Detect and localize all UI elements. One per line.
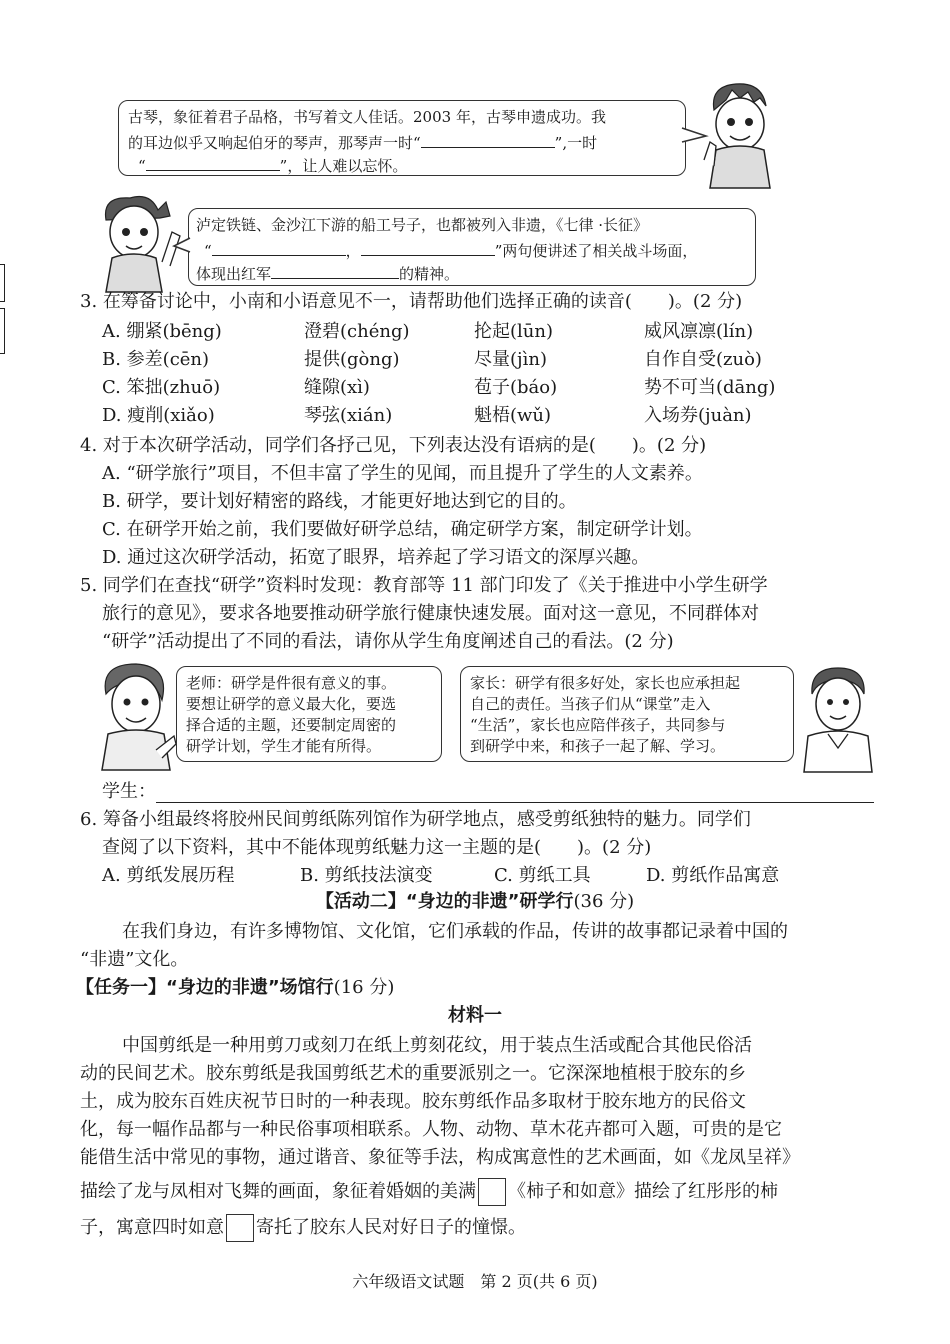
material1-line6: [80, 1178, 778, 1206]
q6-option-d: D. 剪纸作品寓意: [646, 865, 780, 886]
text: 子，寓意四时如意: [80, 1217, 224, 1238]
text: 《柿子和如意》描绘了红彤彤的柿: [508, 1181, 778, 1202]
q3-option: D. 瘦削(xiǎo): [102, 405, 215, 426]
q6-line2: 查阅了以下资料，其中不能体现剪纸魅力这一主题的是( )。(2 分): [102, 837, 652, 858]
parent-line: 自己的责任。当孩子们从“课堂”走入: [470, 695, 711, 713]
punctuation-box[interactable]: [478, 1178, 506, 1206]
material1-line: 能借生活中常见的事物，通过谐音、象征等手法，构成寓意性的艺术画面，如《龙凤呈祥》: [80, 1147, 800, 1168]
student-label: 学生：: [102, 781, 156, 802]
bubble1-line1: 古琴，象征着君子品格，书写着文人佳话。2003 年，古琴申遗成功。我: [128, 108, 606, 126]
boy-cartoon-icon: [700, 80, 780, 190]
bubble2-line1: 泸定铁链、金沙江下游的船工号子，也都被列入非遗，《七律 ·长征》: [196, 216, 649, 234]
text: 寄托了胶东人民对好日子的憧憬。: [256, 1217, 526, 1238]
bubble2-line3: [196, 260, 459, 285]
q6-option-b: B. 剪纸技法演变: [300, 865, 433, 886]
answer-blank[interactable]: [361, 237, 495, 256]
q6-option-c: C. 剪纸工具: [494, 865, 591, 886]
q3-option: 入场券(juàn): [644, 405, 752, 426]
binding-mark: [0, 308, 5, 354]
parent-line: “生活”，家长也应陪伴孩子，共同参与: [470, 716, 726, 734]
material1-line7: [80, 1214, 526, 1242]
bubble1-line2: [128, 129, 597, 154]
q3-option: 缝隙(xì): [304, 377, 370, 398]
material1-line: 土，成为胶东百姓庆祝节日时的一种表现。胶东剪纸作品多取材于胶东地方的民俗文: [80, 1091, 746, 1112]
text: ”,一时: [554, 134, 598, 152]
q5-line3: “研学”活动提出了不同的看法，请你从学生角度阐述自己的看法。(2 分): [102, 631, 674, 652]
answer-blank[interactable]: [271, 260, 399, 279]
text: “: [204, 242, 212, 260]
activity2-intro1: 在我们身边，有许多博物馆、文化馆，它们承载的作品，传讲的故事都记录着中国的: [122, 921, 788, 942]
q4-option-d: D. 通过这次研学活动，拓宽了眼界，培养起了学习语文的深厚兴趣。: [102, 547, 650, 568]
q3-option: B. 参差(cēn): [102, 349, 210, 370]
parent-cartoon-icon: [798, 664, 878, 774]
text: 的耳边似乎又响起伯牙的琴声，那琴声一时“: [128, 134, 421, 152]
answer-blank[interactable]: [146, 152, 280, 171]
q3-option: 威风凛凛(lín): [644, 321, 754, 342]
answer-blank[interactable]: [421, 129, 555, 148]
q4-option-a: A. “研学旅行”项目，不但丰富了学生的见闻，而且提升了学生的人文素养。: [102, 463, 703, 484]
punctuation-box[interactable]: [226, 1214, 254, 1242]
material1-heading: 材料一: [448, 1005, 502, 1026]
teacher-line: 要想让研学的意义最大化，要选: [186, 695, 397, 713]
q3-option: A. 绷紧(bēng): [102, 321, 222, 342]
q3-option: 澄碧(chéng): [304, 321, 410, 342]
q3-option: 自作自受(zuò): [644, 349, 762, 370]
activity2-title: [0, 888, 950, 916]
q3-option: 苞子(báo): [474, 377, 558, 398]
teacher-line: 老师：研学是件很有意义的事。: [186, 674, 397, 692]
task1-title: [76, 974, 394, 1002]
page-footer: 六年级语文试题 第 2 页(共 6 页): [352, 1272, 598, 1291]
material1-line: 动的民间艺术。胶东剪纸是我国剪纸艺术的重要派别之一。它深深地植根于胶东的乡: [80, 1063, 746, 1084]
text: ”，让人难以忘怀。: [279, 157, 408, 175]
activity2-title-bold: 【活动二】“身边的非遗”研学行: [315, 891, 574, 912]
q3-stem: 3. 在筹备讨论中，小南和小语意见不一，请帮助他们选择正确的读音( )。(2 分): [80, 291, 743, 312]
text: ”两句便讲述了相关战斗场面，: [494, 242, 698, 260]
q3-option: 魁梧(wǔ): [474, 405, 552, 426]
parent-line: 到研学中来，和孩子一起了解、学习。: [470, 737, 726, 755]
q3-option: C. 笨拙(zhuō): [102, 377, 221, 398]
teacher-line: 择合适的主题，还要制定周密的: [186, 716, 397, 734]
activity2-intro2: “非遗”文化。: [80, 949, 189, 970]
bubble-tail-icon: [172, 236, 192, 256]
q6-line1: 6. 筹备小组最终将胶州民间剪纸陈列馆作为研学地点，感受剪纸独特的魅力。同学们: [80, 809, 751, 830]
q5-line1: 5. 同学们在查找“研学”资料时发现：教育部等 11 部门印发了《关于推进中小学生研学: [80, 575, 768, 596]
answer-blank[interactable]: [212, 237, 346, 256]
q6-option-a: A. 剪纸发展历程: [102, 865, 235, 886]
parent-line: 家长：研学有很多好处，家长也应承担起: [470, 674, 741, 692]
text: “: [138, 157, 146, 175]
q4-stem: 4. 对于本次研学活动，同学们各抒己见，下列表达没有语病的是( )。(2 分): [80, 435, 707, 456]
q3-option: 琴弦(xián): [304, 405, 393, 426]
task1-title-bold: 【任务一】“身边的非遗”场馆行: [76, 977, 334, 998]
material1-line: 中国剪纸是一种用剪刀或刻刀在纸上剪刻花纹，用于装点生活或配合其他民俗活: [122, 1035, 752, 1056]
q4-option-b: B. 研学，要计划好精密的路线，才能更好地达到它的目的。: [102, 491, 577, 512]
activity2-score: (36 分): [573, 891, 635, 912]
student-answer-line[interactable]: [156, 802, 874, 803]
bubble1-line3: [138, 152, 407, 177]
q3-option: 抡起(lūn): [474, 321, 553, 342]
q4-option-c: C. 在研学开始之前，我们要做好研学总结，确定研学方案，制定研学计划。: [102, 519, 703, 540]
task1-score: (16 分): [333, 977, 395, 998]
teacher-cartoon-icon: [96, 660, 176, 772]
q5-line2: 旅行的意见》，要求各地要推动研学旅行健康快速发展。面对这一意见，不同群体对: [102, 603, 759, 624]
text: 描绘了龙与凤相对飞舞的画面，象征着婚姻的美满: [80, 1181, 476, 1202]
q3-option: 尽量(jìn): [474, 349, 547, 370]
bubble2-line2: [204, 237, 697, 262]
teacher-line: 研学计划，学生才能有所得。: [186, 737, 382, 755]
text: 的精神。: [399, 265, 460, 283]
q3-option: 势不可当(dāng): [644, 377, 776, 398]
binding-mark: [0, 264, 5, 302]
q3-option: 提供(gòng): [304, 349, 400, 370]
text: ，: [345, 242, 361, 260]
material1-line: 化，每一幅作品都与一种民俗事项相联系。人物、动物、草木花卉都可入题，可贵的是它: [80, 1119, 782, 1140]
text: 体现出红军: [196, 265, 272, 283]
